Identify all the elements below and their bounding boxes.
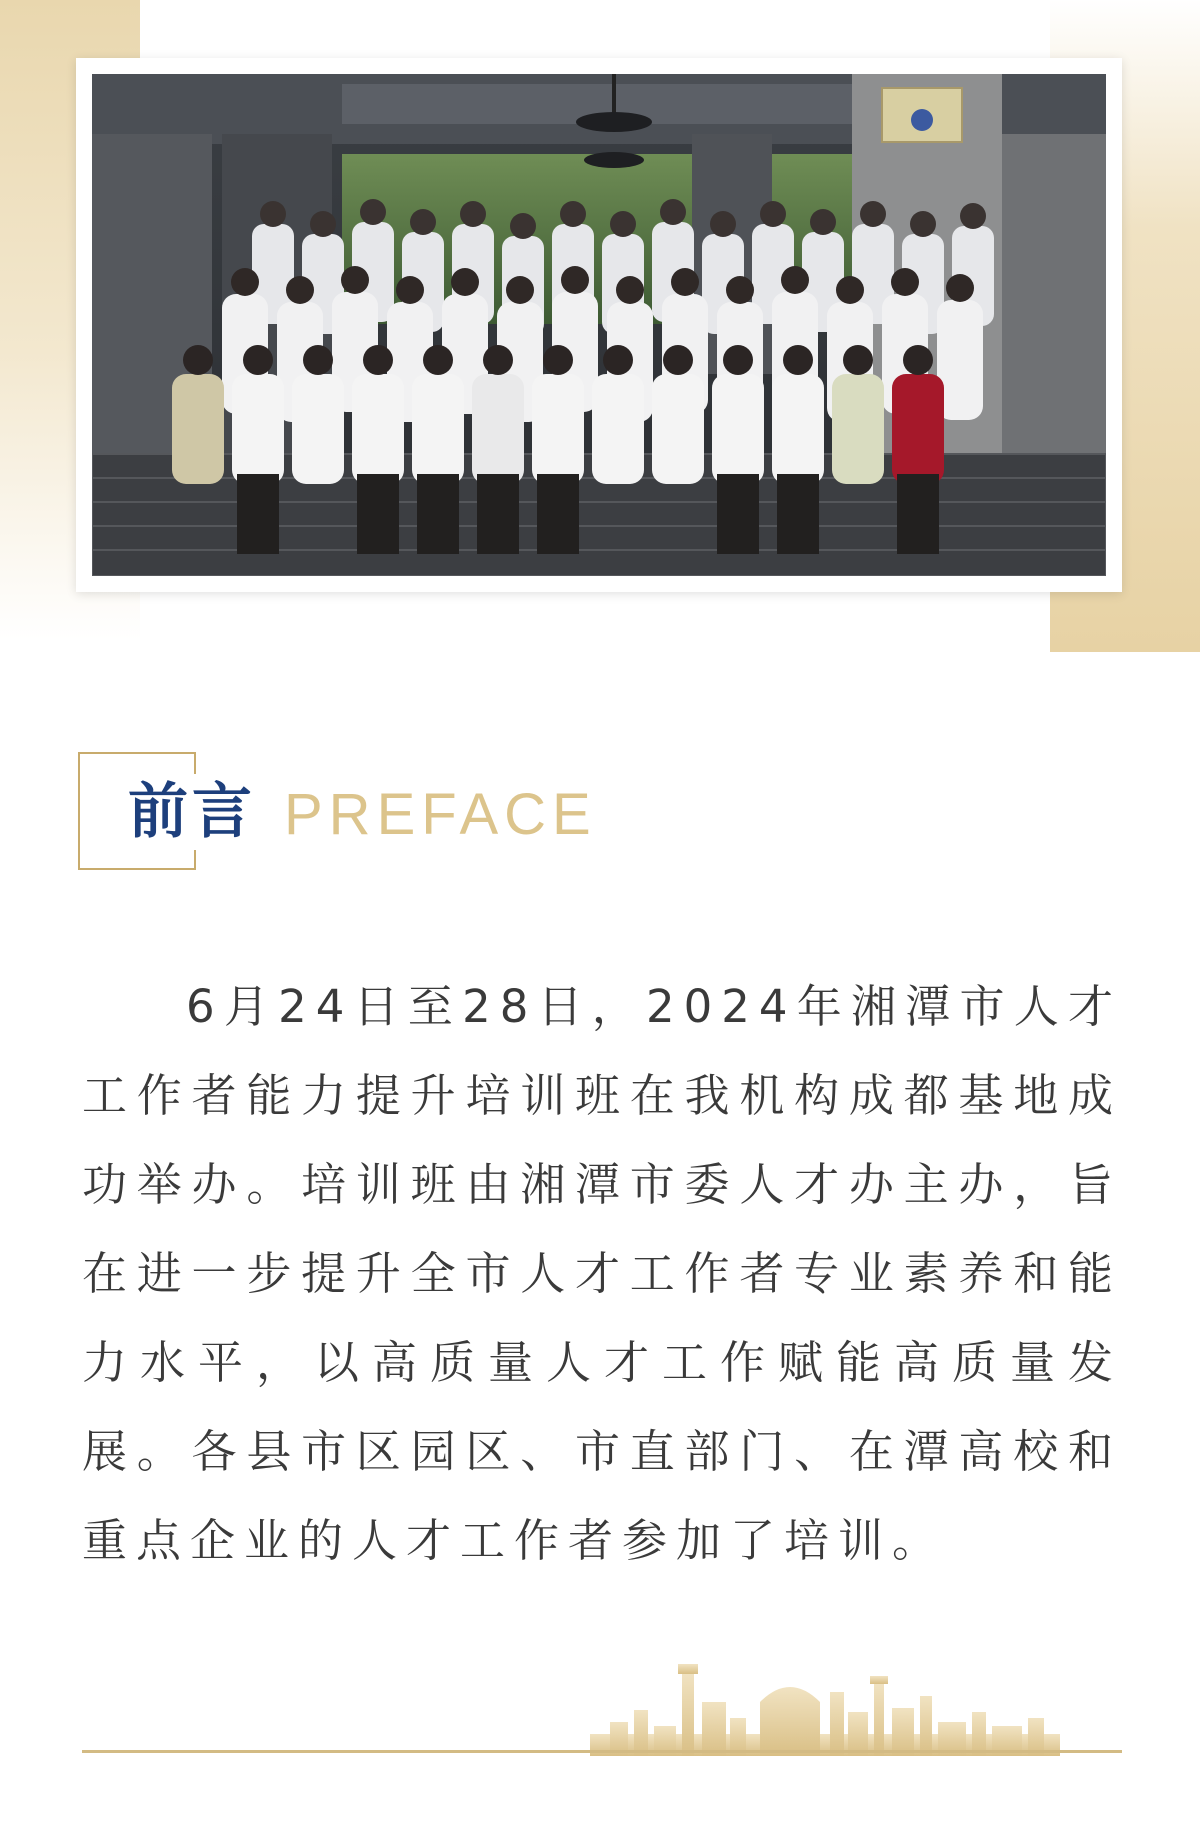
section-title-en: PREFACE xyxy=(284,782,597,847)
photo-frame xyxy=(76,58,1122,592)
preface-paragraph: 6月24日至28日，2024年湘潭市人才工作者能力提升培训班在我机构成都基地成功举办。培训班由湘潭市委人才办主办，旨在进一步提升全市人才工作者专业素养和能力水平，以高质量人才工作赋能高质量发展。各县市区园区、市直部门、在潭高校和重点企业的人才工作者参加了培训。 xyxy=(82,980,1122,1567)
section-heading xyxy=(78,752,638,870)
city-skyline-decoration xyxy=(590,1652,1060,1756)
group-photo xyxy=(92,74,1106,576)
section-title-cn: 前言 xyxy=(128,774,262,850)
bottom-divider xyxy=(82,1750,1122,1753)
